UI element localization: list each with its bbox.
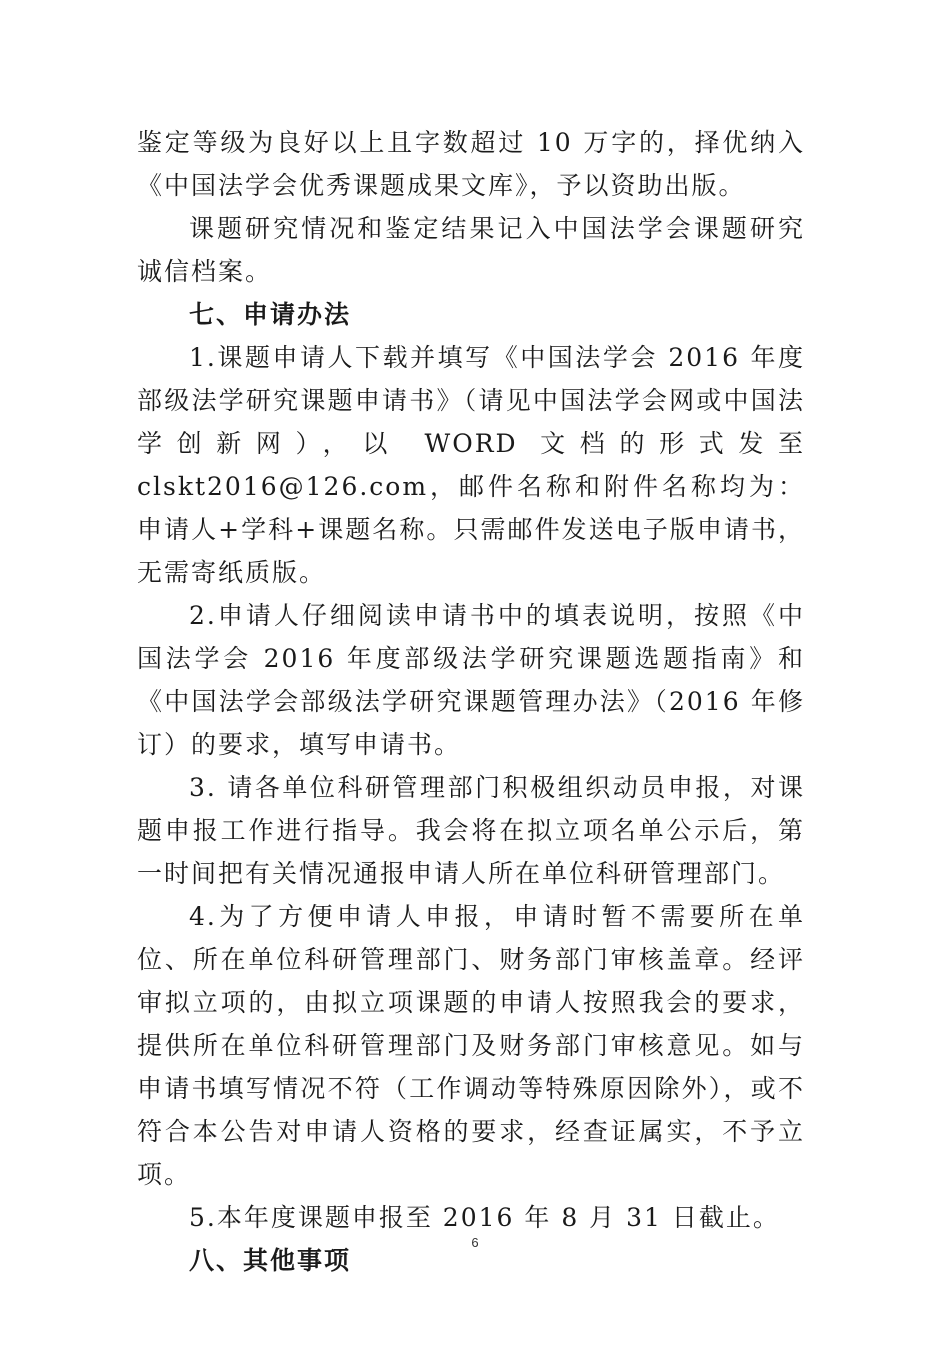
paragraph-item-2: 2.申请人仔细阅读申请书中的填表说明，按照《中国法学会 2016 年度部级法学研究课题选题指南》和《中国法学会部级法学研究课题管理办法》（2016 年修订）的要求，填写申请书。 [137, 601, 805, 759]
document-body [137, 121, 805, 1282]
paragraph-fund-publication: 鉴定等级为良好以上且字数超过 10 万字的，择优纳入《中国法学会优秀课题成果文库》，予以资助出版。 [137, 128, 805, 200]
page-number: 6 [471, 1235, 479, 1250]
paragraph-integrity-archive: 课题研究情况和鉴定结果记入中国法学会课题研究诚信档案。 [137, 214, 805, 286]
paragraph-item-3: 3. 请各单位科研管理部门积极组织动员申报，对课题申报工作进行指导。我会将在拟立项名单公示后，第一时间把有关情况通报申请人所在单位科研管理部门。 [137, 773, 805, 888]
section-heading-application-method: 七、申请办法 [189, 300, 352, 329]
paragraph-item-1: 1.课题申请人下载并填写《中国法学会 2016 年度部级法学研究课题申请书》（请见中国法学会网或中国法学创新网），以 WORD 文档的形式发至 clskt2016@126.com，邮件名称和附件名称均为：申请人+学科+课题名称。只需邮件发送电子版申请书，无需寄纸质版。 [137, 343, 805, 587]
section-heading-other-matters: 八、其他事项 [189, 1246, 352, 1275]
paragraph-item-5: 5.本年度课题申报至 2016 年 8 月 31 日截止。 [189, 1203, 780, 1232]
paragraph-item-4: 4.为了方便申请人申报，申请时暂不需要所在单位、所在单位科研管理部门、财务部门审核盖章。经评审拟立项的，由拟立项课题的申请人按照我会的要求，提供所在单位科研管理部门及财务部门审核意见。如与申请书填写情况不符（工作调动等特殊原因除外），或不符合本公告对申请人资格的要求，经查证属实，不予立项。 [137, 902, 805, 1189]
